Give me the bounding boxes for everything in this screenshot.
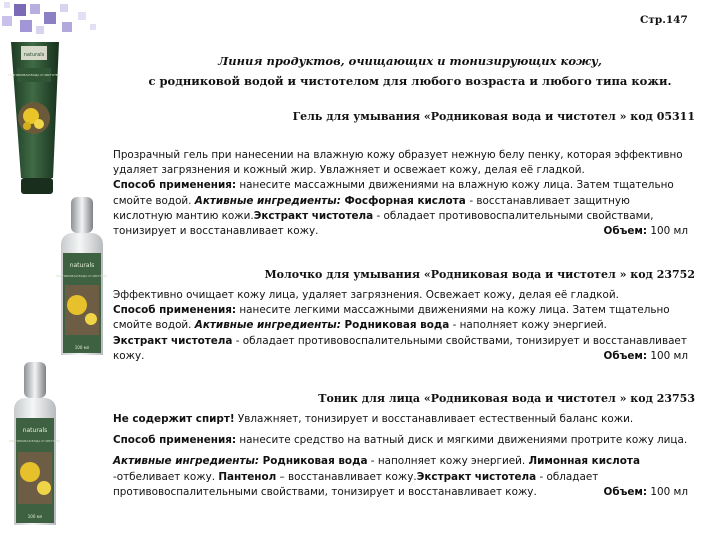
gel-tube-image (7, 38, 67, 198)
tonic-ingredients (113, 454, 688, 500)
tonic-panthenol-text: – восстанавливает кожу. (276, 470, 417, 483)
title-line-2: с родниковой водой и чистотелом для любого возраста и любого типа кожи. (148, 74, 672, 88)
page-title (120, 54, 700, 68)
milk-bottle-image (55, 195, 107, 360)
tube-line-text: РОДНИКОВАЯ ВОДА И ЧИСТОТЕЛ (7, 73, 61, 77)
tonic-line-text: РОДНИКОВАЯ ВОДА И ЧИСТОТЕЛ (8, 439, 60, 443)
tonic-extract-label: Экстракт чистотела (416, 470, 537, 483)
tube-brand-text: naturals (23, 52, 45, 58)
milk-volume-label: Объем: (603, 349, 648, 362)
tonic-no-spirit-label: Не содержит спирт! (113, 413, 235, 425)
gel-volume-value: 100 мл (647, 225, 688, 238)
tonic-bottle-image (8, 360, 60, 530)
tonic-usage (113, 433, 688, 448)
gel-usage (113, 178, 688, 239)
milk-heading: Молочко для умывания «Родниковая вода и чистотел » код 23752 (264, 268, 695, 281)
tonic-volume-label: Объем: (603, 485, 648, 498)
gel-volume-label: Объем: (603, 225, 648, 238)
gel-heading: Гель для умывания «Родниковая вода и чистотел » код 05311 (292, 110, 695, 123)
tonic-description (113, 412, 688, 500)
milk-volume (603, 349, 688, 364)
tonic-acid-text: -отбеливает кожу. (113, 470, 219, 483)
tonic-no-spirit (113, 412, 688, 427)
milk-extract-text: - обладает противовоспалительными свойствами, тонизирует и восстанавливает кожу. (113, 334, 687, 362)
milk-active-name: Родниковая вода (340, 319, 450, 332)
milk-usage-label: Способ применения: (113, 304, 237, 317)
tonic-active-label: Активные ингредиенты: (113, 455, 260, 468)
gel-usage-label: Способ применения: (113, 179, 237, 192)
milk-line-text: РОДНИКОВАЯ ВОДА И ЧИСТОТЕЛ (55, 274, 107, 278)
tonic-brand-text: naturals (22, 427, 48, 434)
gel-active-text: - восстанавливает защитную кислотную мантию кожи. (113, 194, 630, 222)
tonic-usage-text: нанесите средство на ватный диск и мягкими движениями протрите кожу лица. (236, 434, 688, 447)
milk-text: Эффективно очищает кожу лица, удаляет загрязнения. Освежает кожу, делая её гладкой. (113, 289, 619, 301)
tonic-active-text: - наполняет кожу энергией. (367, 455, 529, 468)
milk-brand-text: naturals (69, 262, 95, 269)
tonic-volume-value: 100 мл (647, 485, 688, 498)
tonic-extract-text: - обладает противовоспалительными свойствами, тонизирует и восстанавливает кожу. (113, 470, 599, 498)
gel-description (113, 148, 688, 239)
gel-active-name: Фосфорная кислота (340, 194, 470, 207)
tonic-volume-text: 100 мл (27, 514, 43, 519)
milk-active-label: Активные ингредиенты: (194, 319, 341, 332)
gel-extract-label: Экстракт чистотела (253, 209, 374, 222)
milk-active-text: - наполняет кожу энергией. (449, 319, 607, 332)
tonic-no-spirit-text: Увлажняет, тонизирует и восстанавливает естественный баланс кожи. (234, 413, 634, 425)
page-number: Стр.147 (640, 14, 688, 26)
title-line-1: Линия продуктов, очищающих и тонизирующих кожу, (218, 54, 602, 68)
tonic-acid-label: Лимонная кислота (528, 455, 640, 468)
gel-volume (603, 224, 688, 239)
page-subtitle (120, 74, 700, 88)
tonic-volume (603, 485, 688, 500)
gel-extract-text: - обладает противовоспалительными свойствами, тонизирует и восстанавливает кожу. (113, 209, 654, 238)
tonic-heading: Тоник для лица «Родниковая вода и чистотел » код 23753 (318, 392, 695, 405)
milk-usage (113, 303, 688, 333)
milk-volume-text: 100 мл (74, 345, 90, 350)
milk-volume-value: 100 мл (647, 349, 688, 362)
decorative-squares (0, 0, 720, 40)
tonic-usage-label: Способ применения: (113, 434, 237, 447)
milk-description (113, 288, 688, 364)
milk-usage-text: нанесите легкими массажными движениями на кожу лица. Затем тщательно смойте водой. (113, 304, 670, 332)
gel-active-label: Активные ингредиенты: (194, 194, 341, 207)
gel-usage-text: нанесите массажными движениями на влажную кожу лица. Затем тщательно смойте водой. (113, 179, 674, 207)
tonic-panthenol-label: Пантенол (218, 470, 277, 483)
gel-text: Прозрачный гель при нанесении на влажную кожу образует нежную белу пенку, которая эффективно удаляет загрязнения и кожный жир. Увлажняет и освежает кожу, делая её гладкой. (113, 149, 683, 177)
milk-extract (113, 334, 688, 364)
tonic-active-name: Родниковая вода (259, 455, 368, 468)
milk-extract-label: Экстракт чистотела (113, 334, 233, 347)
